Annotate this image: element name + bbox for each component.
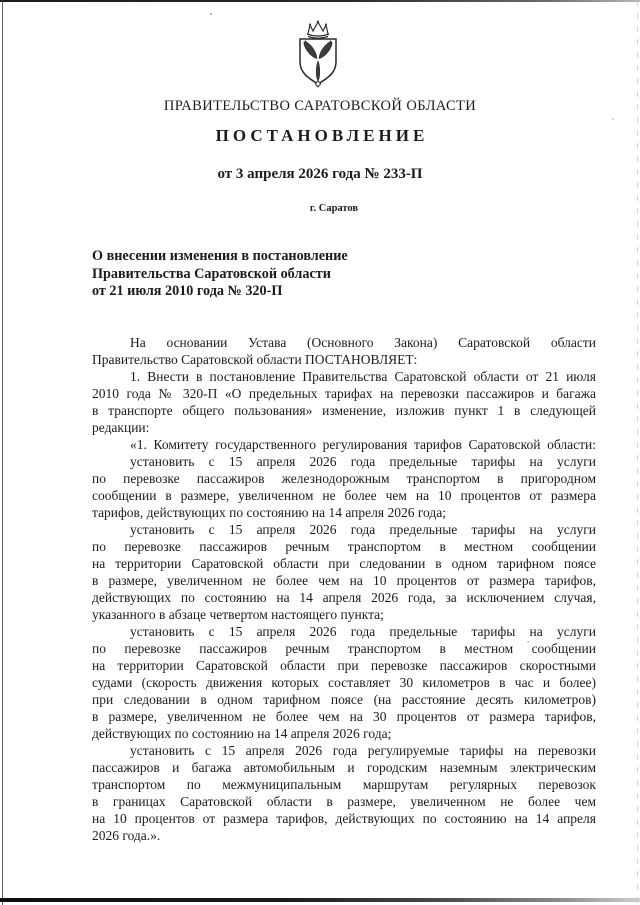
title-line: от 21 июля 2010 года № 320-П [92, 283, 283, 299]
scan-edge-top [0, 0, 640, 2]
text-line: по перевозке пассажиров железнодорожным транспортом в пригородном [92, 471, 596, 486]
text-line: действующих по состоянию на 14 апреля 2026 года; [92, 726, 392, 741]
scan-speck [612, 118, 614, 120]
text-line: «1. Комитету государственного регулирования тарифов Саратовской области: [130, 437, 596, 452]
text-line: по перевозке пассажиров речным транспортом в местном сообщении [92, 641, 596, 656]
text-line: судами (скорость движения которых составляет 30 километров в час и более) [92, 675, 596, 690]
title-line: Правительства Саратовской области [92, 265, 331, 282]
scan-edge-bottom [0, 898, 640, 902]
paragraph [92, 453, 596, 521]
city-label: г. Саратов [309, 203, 359, 214]
date-and-number: от 3 апреля 2026 года № 233-П [217, 166, 423, 182]
paragraph [92, 368, 596, 436]
text-line: в размере, увеличенном не более чем на 10 процентов от размера тарифов, [92, 573, 596, 588]
doc-body [92, 334, 596, 844]
text-line: установить с 15 апреля 2026 года предельные тарифы на услуги [130, 624, 596, 639]
organization-name: ПРАВИТЕЛЬСТВО САРАТОВСКОЙ ОБЛАСТИ [163, 98, 477, 114]
scan-speck [210, 13, 212, 15]
text-line: транспортом по межмуниципальным маршрутам регулярных перевозок [92, 777, 596, 792]
text-line: в транспорте общего пользования» изменение, изложив пункт 1 в следующей [92, 403, 596, 418]
text-line: на 10 процентов от размера тарифов, действующих по состоянию на 14 апреля [92, 811, 596, 826]
document-type-heading: ПОСТАНОВЛЕНИЕ [215, 126, 429, 145]
paragraph [92, 334, 596, 368]
paragraph [92, 742, 596, 844]
text-line: 2010 года № 320-П «О предельных тарифах на перевозки пассажиров и багажа [92, 386, 596, 401]
text-line: по перевозке пассажиров речным транспортом в местном сообщении [92, 539, 596, 554]
paragraph [92, 521, 596, 623]
text-line: при следовании в одном тарифном поясе (на расстояние десять километров) [92, 692, 596, 707]
coat-of-arms-icon [296, 18, 340, 88]
text-line: на территории Саратовской области при следовании в одном тарифном поясе [92, 556, 596, 571]
text-line: 2026 года.». [92, 828, 161, 843]
text-line: пассажиров и багажа автомобильным и городским наземным электрическим [92, 760, 596, 775]
text-line: на территории Саратовской области при перевозке пассажиров скоростными [92, 658, 596, 673]
text-line: установить с 15 апреля 2026 года регулируемые тарифы на перевозки [130, 743, 596, 758]
text-line: в размере, увеличенном не более чем на 30 процентов от размера тарифов, [92, 709, 596, 724]
text-line: тарифов, действующих по состоянию на 14 апреля 2026 года; [92, 505, 446, 520]
text-line: в границах Саратовской области в размере, увеличенном не более чем [92, 794, 596, 809]
text-line: установить с 15 апреля 2026 года предельные тарифы на услуги [130, 522, 596, 537]
doc-title [92, 248, 552, 301]
text-line: сообщении в размере, увеличенном не более чем на 10 процентов от размера [92, 488, 596, 503]
text-line: редакции: [92, 420, 150, 435]
text-line: На основании Устава (Основного Закона) Саратовской области [130, 335, 596, 350]
text-line: установить с 15 апреля 2026 года предельные тарифы на услуги [130, 454, 596, 469]
text-line: действующих по состоянию на 14 апреля 2026 года, за исключением случая, [92, 590, 596, 605]
text-line: Правительство Саратовской области ПОСТАНОВЛЯЕТ: [92, 352, 418, 367]
text-line: 1. Внести в постановление Правительства Саратовской области от 21 июля [130, 369, 596, 384]
title-line: О внесении изменения в постановление [92, 248, 348, 264]
paragraph [92, 436, 596, 453]
paragraph [92, 623, 596, 742]
text-line: указанного в абзаце четвертом настоящего пункта; [92, 607, 384, 622]
